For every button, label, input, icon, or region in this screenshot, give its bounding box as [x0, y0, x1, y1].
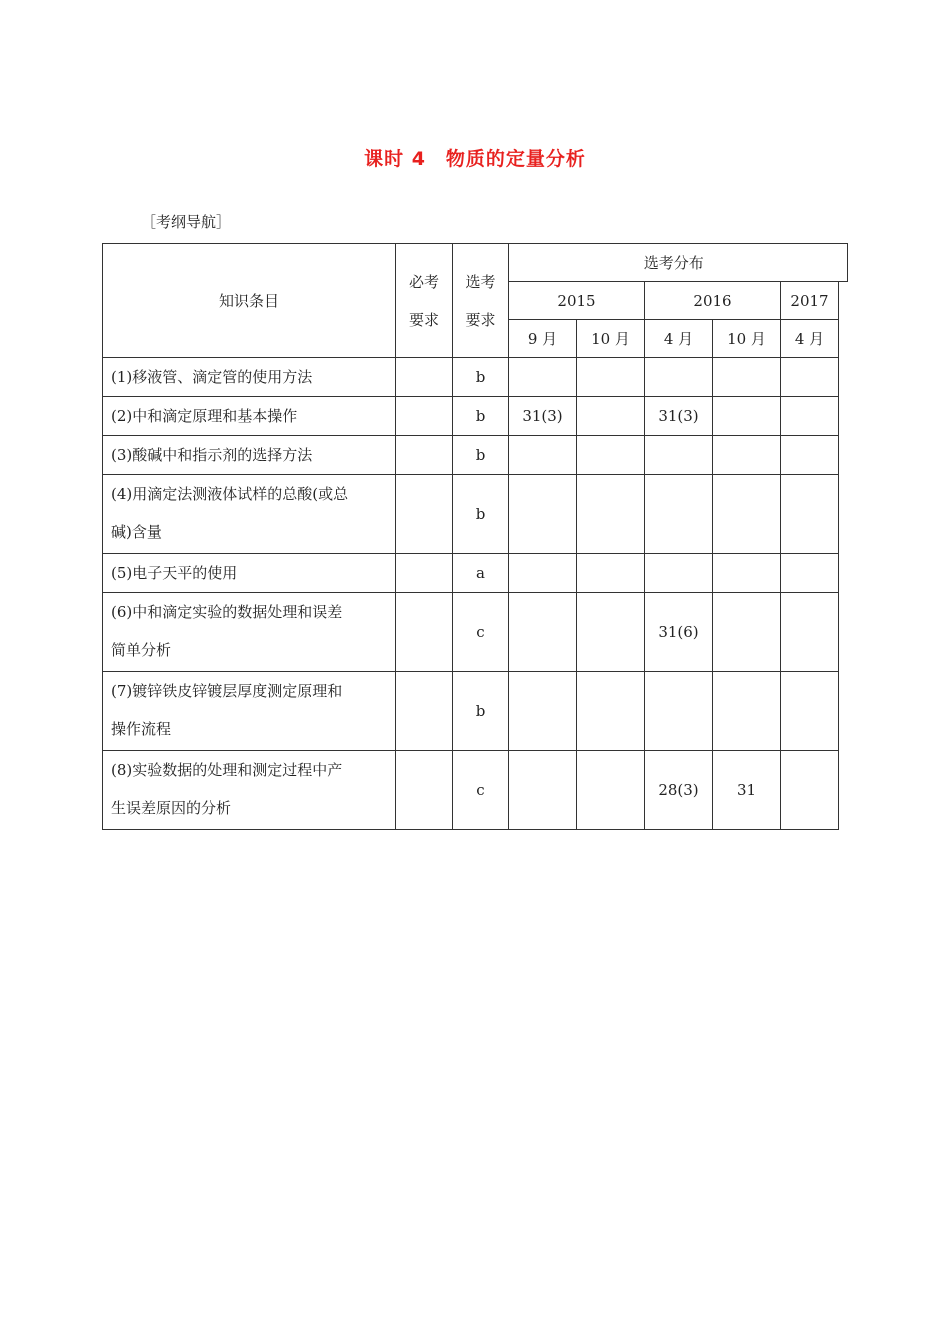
distribution-cell: 31: [713, 751, 781, 830]
header-month: 4 月: [645, 320, 713, 358]
distribution-cell: [577, 554, 645, 593]
edge-spacer: [839, 751, 848, 830]
distribution-cell: [509, 475, 577, 554]
edge-spacer: [839, 593, 848, 672]
distribution-cell: 28(3): [645, 751, 713, 830]
knowledge-item-line: 生误差原因的分析: [111, 799, 232, 817]
knowledge-item: [103, 672, 396, 751]
distribution-cell: [781, 358, 839, 397]
distribution-cell: [645, 672, 713, 751]
elective-level: b: [453, 358, 509, 397]
distribution-cell: [577, 475, 645, 554]
knowledge-item-line: (8)实验数据的处理和测定过程中产: [111, 761, 343, 779]
distribution-cell: 31(6): [645, 593, 713, 672]
distribution-cell: [509, 751, 577, 830]
knowledge-item-line: (5)电子天平的使用: [111, 564, 238, 582]
table-row: [103, 436, 848, 475]
knowledge-item-line: (3)酸碱中和指示剂的选择方法: [111, 446, 313, 464]
elective-level: b: [453, 397, 509, 436]
distribution-cell: [509, 554, 577, 593]
knowledge-item-line: (4)用滴定法测液体试样的总酸(或总: [111, 485, 349, 503]
section-label: ［考纲导航］: [141, 213, 232, 231]
header-month: 9 月: [509, 320, 577, 358]
elective-level: b: [453, 475, 509, 554]
distribution-cell: [645, 436, 713, 475]
knowledge-item-line: 碱)含量: [111, 523, 162, 541]
elective-level: c: [453, 593, 509, 672]
edge-spacer: [839, 475, 848, 554]
distribution-cell: [509, 672, 577, 751]
knowledge-item: [103, 397, 396, 436]
distribution-cell: [781, 475, 839, 554]
required-level: [396, 672, 453, 751]
knowledge-item: [103, 475, 396, 554]
required-level: [396, 436, 453, 475]
distribution-cell: [781, 672, 839, 751]
distribution-cell: [509, 436, 577, 475]
distribution-cell: [713, 397, 781, 436]
knowledge-item-line: (7)镀锌铁皮锌镀层厚度测定原理和: [111, 682, 343, 700]
distribution-cell: [781, 593, 839, 672]
knowledge-item: [103, 751, 396, 830]
knowledge-item-line: (2)中和滴定原理和基本操作: [111, 407, 298, 425]
required-level: [396, 554, 453, 593]
required-level: [396, 593, 453, 672]
header-distribution: 选考分布: [509, 244, 839, 282]
elective-level: b: [453, 672, 509, 751]
distribution-cell: [781, 436, 839, 475]
distribution-cell: [577, 358, 645, 397]
header-month: 10 月: [577, 320, 645, 358]
distribution-cell: [509, 593, 577, 672]
distribution-cell: 31(3): [645, 397, 713, 436]
distribution-cell: [713, 475, 781, 554]
header-month: 10 月: [713, 320, 781, 358]
header-required-line: 要求: [408, 310, 439, 329]
distribution-cell: [713, 436, 781, 475]
table-row: [103, 475, 848, 554]
knowledge-item: [103, 554, 396, 593]
header-distribution-edge: [839, 244, 848, 282]
header-elective-line: 选考: [465, 272, 496, 291]
distribution-cell: [645, 358, 713, 397]
elective-level: c: [453, 751, 509, 830]
table-body: [103, 358, 848, 830]
distribution-cell: [713, 554, 781, 593]
header-item: 知识条目: [103, 244, 396, 358]
distribution-cell: [713, 358, 781, 397]
knowledge-item: [103, 436, 396, 475]
knowledge-item-line: (1)移液管、滴定管的使用方法: [111, 368, 313, 386]
distribution-cell: [781, 397, 839, 436]
distribution-cell: [577, 397, 645, 436]
required-level: [396, 751, 453, 830]
knowledge-item-line: 简单分析: [111, 641, 172, 659]
distribution-cell: [577, 593, 645, 672]
distribution-cell: [781, 554, 839, 593]
header-month: 4 月: [781, 320, 839, 358]
edge-spacer: [839, 358, 848, 397]
distribution-cell: [645, 554, 713, 593]
distribution-cell: [509, 358, 577, 397]
distribution-cell: [713, 593, 781, 672]
knowledge-item: [103, 593, 396, 672]
header-elective: [453, 244, 509, 358]
knowledge-item: [103, 358, 396, 397]
table-row: [103, 672, 848, 751]
header-elective-line: 要求: [465, 310, 496, 329]
distribution-cell: 31(3): [509, 397, 577, 436]
header-required: [396, 244, 453, 358]
table-row: [103, 397, 848, 436]
elective-level: a: [453, 554, 509, 593]
elective-level: b: [453, 436, 509, 475]
page-title: 课时 4 物质的定量分析: [364, 148, 586, 170]
header-required-line: 必考: [408, 272, 439, 291]
header-year: 2015: [509, 282, 645, 320]
edge-spacer: [839, 282, 848, 320]
distribution-cell: [577, 672, 645, 751]
distribution-cell: [781, 751, 839, 830]
header-row-distribution: [103, 244, 848, 282]
distribution-cell: [577, 751, 645, 830]
table-row: [103, 554, 848, 593]
distribution-cell: [645, 475, 713, 554]
distribution-cell: [713, 672, 781, 751]
edge-spacer: [839, 397, 848, 436]
required-level: [396, 397, 453, 436]
distribution-cell: [577, 436, 645, 475]
knowledge-item-line: 操作流程: [111, 720, 172, 738]
table-row: [103, 751, 848, 830]
edge-spacer: [839, 554, 848, 593]
header-year: 2017: [781, 282, 839, 320]
header-year: 2016: [645, 282, 781, 320]
required-level: [396, 358, 453, 397]
knowledge-item-line: (6)中和滴定实验的数据处理和误差: [111, 603, 343, 621]
table-row: [103, 358, 848, 397]
edge-spacer: [839, 672, 848, 751]
edge-spacer: [839, 320, 848, 358]
required-level: [396, 475, 453, 554]
exam-outline-table: [102, 243, 848, 830]
edge-spacer: [839, 436, 848, 475]
table-row: [103, 593, 848, 672]
